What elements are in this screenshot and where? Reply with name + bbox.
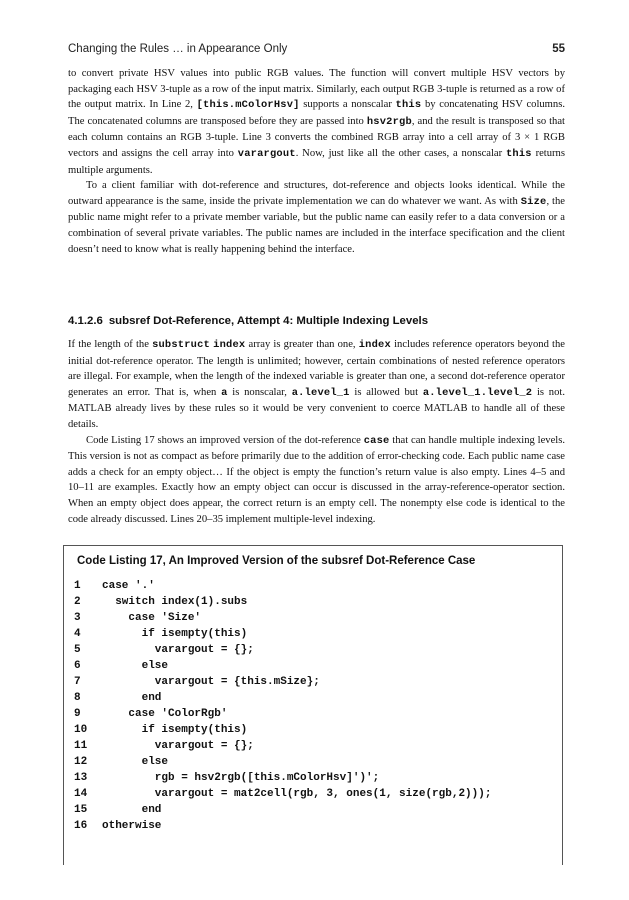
code-line: 15 end: [74, 804, 162, 816]
paragraph: To a client familiar with dot-reference and structures, dot-reference and objects looks identical. While the outward appearance is the same, inside the private implementation we can do whatever we want. As with Size, the public name might refer to a private member variable, but the public name can easily refer to a data conversion or a combination of several private variables. The public names are included in the interface specification and the client doesn’t need to know what is really happening behind the interface.: [68, 180, 565, 255]
paragraph: If the length of the substruct index array is greater than one, index includes reference operators beyond the initial dot-reference operator. The length is unlimited; however, certain combinations of nested reference operators are illegal. For example, when the length of the indexed variable is greater than one, a second dot-reference operator generates an error. That is, when a is nonscalar, a.level_1 is allowed but a.level_1.level_2 is not. MATLAB already lives by these rules so it would be very convenient to coerce MATLAB to handle all of these details.: [68, 339, 565, 430]
code-line: 4 if isempty(this): [74, 628, 248, 640]
intro-paragraphs: [68, 66, 565, 257]
code-line: 9 case 'ColorRgb': [74, 708, 228, 720]
section-heading: 4.1.2.6 subsref Dot-Reference, Attempt 4: Multiple Indexing Levels: [68, 315, 429, 327]
code-line: 3 case 'Size': [74, 612, 202, 624]
running-header: Changing the Rules … in Appearance Only: [68, 43, 288, 55]
section-paragraphs: [68, 337, 565, 527]
code-line: 6 else: [74, 660, 169, 672]
code-listing-title: Code Listing 17, An Improved Version of the subsref Dot-Reference Case: [77, 555, 476, 567]
page-number: 55: [552, 43, 565, 55]
code-line: 2 switch index(1).subs: [74, 596, 248, 608]
code-line: 8 end: [74, 692, 162, 704]
code-line: 16 otherwise: [74, 820, 162, 832]
code-line: 12 else: [74, 756, 169, 768]
code-line: 13 rgb = hsv2rgb([this.mColorHsv]')';: [74, 772, 380, 784]
code-line: 1 case '.': [74, 580, 155, 592]
code-listing: [63, 545, 563, 865]
code-line: 10 if isempty(this): [74, 724, 248, 736]
paragraph: to convert private HSV values into public RGB values. The function will convert multiple HSV vectors by packaging each HSV 3-tuple as a row of the input matrix. Similarly, each output RGB 3-tuple is returned as a row of the output matrix. In Line 2, [this.mColorHsv] supports a nonscalar this by concatenating HSV columns. The concatenated columns are transposed before they are passed into hsv2rgb, and the result is transposed so that each column contains an RGB 3-tuple. Line 3 converts the combined RGB array into a cell array of 3 × 1 RGB vectors and assigns the cell array into varargout. Now, just like all the other cases, a nonscalar this returns multiple arguments.: [68, 68, 566, 176]
code-line: 5 varargout = {};: [74, 644, 254, 656]
paragraph: Code Listing 17 shows an improved version of the dot-reference case that can handle multiple indexing levels. This version is not as compact as before primarily due to the addition of error-checking code. Each public name case adds a check for an empty object… If the object is empty the function’s return value is also empty. Lines 4–5 and 10–11 are examples. Exactly how an empty object can occur is discussed in the array-reference-operator section. When an empty object does appear, the correct return is an empty cell. The nonempty else code is identical to the code already discussed. Lines 20–35 implement multiple-level indexing.: [68, 434, 565, 525]
code-line: 7 varargout = {this.mSize};: [74, 676, 320, 688]
code-line: 11 varargout = {};: [74, 740, 254, 752]
code-line: 14 varargout = mat2cell(rgb, 3, ones(1, size(rgb,2)));: [74, 788, 492, 800]
